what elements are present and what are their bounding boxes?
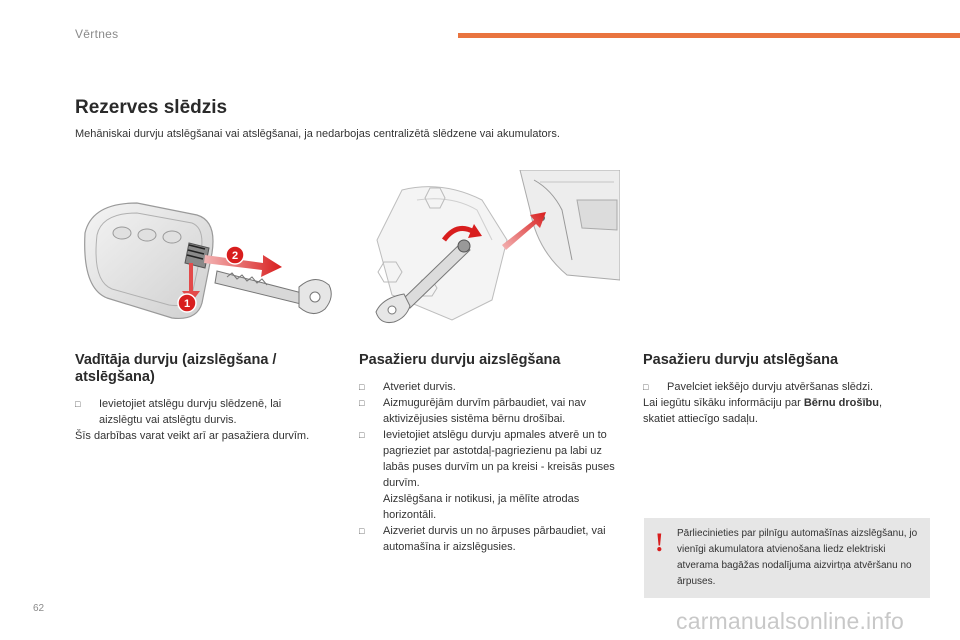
- list-item: [359, 427, 627, 523]
- bullet-text: Pavelciet iekšējo durvju atvēršanas slēdzi.: [667, 381, 874, 393]
- bullet-icon: □: [359, 382, 365, 392]
- chapter-label: Vērtnes: [75, 27, 119, 41]
- bullet-text: Atveriet durvis.: [383, 381, 456, 393]
- list-item: [643, 379, 913, 395]
- bullet-icon: □: [359, 526, 365, 536]
- bullet-text-group: [383, 427, 627, 523]
- reference-text-after: , skatiet attiecīgo sadaļu.: [643, 397, 883, 425]
- warning-note: [644, 518, 930, 598]
- passenger-unlock-heading: Pasažieru durvju atslēgšana: [643, 352, 839, 368]
- warning-note-text: Pārliecinieties par pilnīgu automašīnas aizslēgšanu, jo vienīgi akumulatora atvienošana liedz elektriski atverama bagāžas nodalījuma aizvirtņa atvēršanu no ārpuses.: [677, 528, 918, 587]
- driver-door-note: Šīs darbības varat veikt arī ar pasažiera durvīm.: [75, 430, 310, 442]
- svg-text:1: 1: [183, 298, 191, 310]
- watermark: carmanualsonline.info: [676, 608, 904, 634]
- bullet-text-extra: Aizslēgšana ir notikusi, ja mēlīte atrodas horizontāli.: [383, 493, 580, 521]
- list-item: [359, 523, 627, 555]
- bullet-icon: □: [359, 430, 365, 440]
- bullet-icon: □: [359, 398, 365, 408]
- emergency-key-blade: [215, 271, 331, 314]
- badge-2-icon: [226, 246, 244, 264]
- reference-text-before: Lai iegūtu sīkāku informāciju par: [643, 397, 804, 409]
- passenger-unlock-section: [643, 352, 913, 427]
- bullet-text: Aizmugurējām durvīm pārbaudiet, vai nav aktivizējusies sistēma bērnu drošībai.: [383, 397, 586, 425]
- badge-1-icon: [178, 294, 196, 312]
- bullet-text: Ievietojiet atslēgu durvju slēdzenē, lai aizslēgtu vai atslēgtu durvis.: [99, 398, 282, 426]
- section-intro: Mehāniskai durvju atslēgšanai vai atslēgšanai, ja nedarbojas centralizētā slēdzene vai akumulators.: [75, 128, 560, 140]
- car-door-edge: [520, 170, 620, 280]
- page-number: 62: [33, 603, 45, 614]
- bullet-icon: □: [75, 399, 81, 409]
- list-item: [75, 396, 315, 428]
- header-accent-bar: [458, 33, 960, 38]
- bullet-icon: □: [643, 382, 649, 392]
- passenger-lock-section: [359, 352, 627, 555]
- list-item: [359, 379, 627, 395]
- child-safety-link: Bērnu drošību: [803, 397, 879, 409]
- child-safety-reference: [643, 395, 913, 427]
- list-item: [359, 395, 627, 427]
- door-lock-illustration: [362, 170, 620, 330]
- exclamation-icon: !: [655, 528, 664, 557]
- driver-door-heading: Vadītāja durvju (aizslēgšana / atslēgšana): [75, 352, 277, 385]
- section-title: Rezerves slēdzis: [75, 97, 228, 118]
- bullet-text: Ievietojiet atslēgu durvju apmales atverē un to pagrieziet par astotdaļ-pagriezienu pa labi uz labās puses durvīm un pa kreisi - kreisās puses durvīm.: [383, 429, 615, 489]
- driver-door-section: [75, 352, 315, 444]
- key-illustration: [77, 193, 337, 328]
- svg-text:2: 2: [231, 250, 239, 262]
- bullet-text: Aizveriet durvis un no ārpuses pārbaudiet, vai automašīna ir aizslēgusies.: [383, 525, 606, 553]
- passenger-lock-heading: Pasažieru durvju aizslēgšana: [359, 352, 561, 368]
